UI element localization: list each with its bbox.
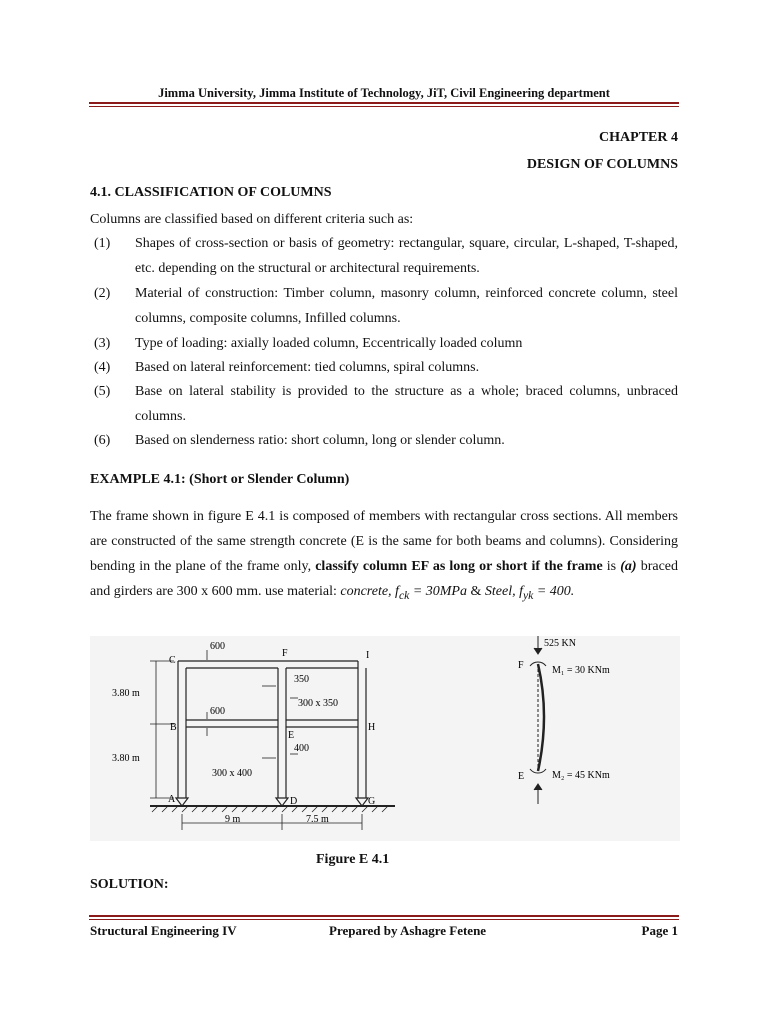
column-top-label: F xyxy=(518,660,524,671)
node-label-b: B xyxy=(170,722,177,733)
node-label-c: C xyxy=(169,655,176,666)
node-label-g: G xyxy=(368,796,376,807)
dim-span-2: 7.5 m xyxy=(306,814,329,825)
node-label-a: A xyxy=(168,794,176,805)
list-item: Material of construction: Timber column, masonry column, reinforced concrete column, steel columns, composite columns, Infilled columns. xyxy=(135,286,678,326)
chapter-number: CHAPTER 4 xyxy=(599,130,678,145)
dim-beam-mid: 600 xyxy=(210,706,225,717)
page-number: Page 1 xyxy=(641,923,678,938)
node-label-i: I xyxy=(366,650,370,661)
figure-e41 xyxy=(90,636,680,841)
footer-rule xyxy=(89,915,679,917)
section-title: 4.1. CLASSIFICATION OF COLUMNS xyxy=(90,185,332,200)
dim-height-lower: 3.80 m xyxy=(112,753,140,764)
node-label-d: D xyxy=(290,796,298,807)
figure-caption: Figure E 4.1 xyxy=(316,852,390,867)
dim-beam-top: 600 xyxy=(210,641,225,652)
node-label-h: H xyxy=(368,722,376,733)
header-rule-thin xyxy=(89,106,679,107)
footer-author: Prepared by Ashagre Fetene xyxy=(329,923,487,938)
solution-heading: SOLUTION: xyxy=(90,877,169,892)
list-item: Shapes of cross-section or basis of geometry: rectangular, square, circular, L-shaped, T-shaped, etc. depending on the structural or architectural requirements. xyxy=(135,236,678,276)
list-item: Type of loading: axially loaded column, Eccentrically loaded column xyxy=(135,336,523,351)
dim-col-bot-size: 300 x 400 xyxy=(212,768,252,779)
list-item: Based on slenderness ratio: short column, long or slender column. xyxy=(135,433,505,448)
axial-load-label: 525 KN xyxy=(544,638,576,649)
page-header: Jimma University, Jimma Institute of Technology, JiT, Civil Engineering department xyxy=(158,86,610,100)
list-number: (6) xyxy=(94,433,111,448)
footer-rule-thin xyxy=(89,919,679,920)
chapter-title: DESIGN OF COLUMNS xyxy=(526,157,678,172)
dim-col-top-size: 300 x 350 xyxy=(298,698,338,709)
moment-m1-label: M₁ = 30 KNm xyxy=(552,665,610,676)
column-bottom-label: E xyxy=(518,771,525,782)
header-rule xyxy=(89,102,679,104)
dim-col-bot: 400 xyxy=(294,743,309,754)
section-intro: Columns are classified based on different criteria such as: xyxy=(90,212,414,227)
dim-span-1: 9 m xyxy=(225,814,241,825)
list-number: (1) xyxy=(94,236,111,251)
list-number: (4) xyxy=(94,360,111,375)
moment-m2-label: M₂ = 45 KNm xyxy=(552,770,610,781)
list-item: Based on lateral reinforcement: tied columns, spiral columns. xyxy=(135,360,480,375)
dim-col-top: 350 xyxy=(294,674,309,685)
list-number: (2) xyxy=(94,286,111,301)
list-number: (3) xyxy=(94,336,111,351)
list-number: (5) xyxy=(94,384,111,399)
footer-course: Structural Engineering IV xyxy=(90,923,237,938)
node-label-e: E xyxy=(288,730,295,741)
example-title: EXAMPLE 4.1: (Short or Slender Column) xyxy=(90,472,350,487)
example-paragraph: The frame shown in figure E 4.1 is composed of members with rectangular cross sections. All members are constructed of the same strength concrete (E is the same for both beams and columns). Considering bending in the plane of the frame only, classify column EF as long or short if the frame is (a) braced and girders are 300 x 600 mm. use material: concrete, $f_{ck} = 30MPa$ & Steel, $f_{yk} = 400$. xyxy=(90,509,678,602)
dim-height-upper: 3.80 m xyxy=(112,688,140,699)
list-item: Base on lateral stability is provided to the structure as a whole; braced columns, unbraced columns. xyxy=(135,384,678,424)
node-label-f: F xyxy=(282,648,288,659)
